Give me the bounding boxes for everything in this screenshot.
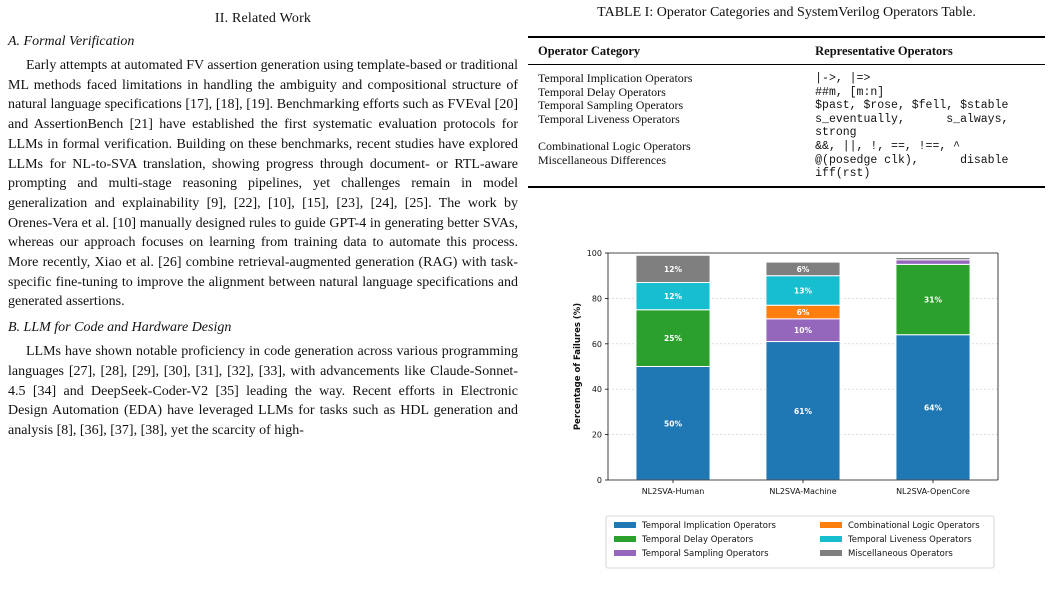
- table-cell-category: Temporal Liveness Operators: [538, 111, 680, 126]
- table-cell-category: Combinational Logic Operators: [538, 138, 691, 153]
- left-column: [8, 0, 518, 441]
- table-header-category: Operator Category: [528, 37, 805, 65]
- data-label: 25%: [664, 334, 682, 344]
- data-label: 6%: [796, 308, 810, 318]
- table-cell-operators: @(posedge clk), disable iff(rst): [805, 154, 1045, 187]
- paragraph-formal-verification: Early attempts at automated FV assertion generation using template-based or traditional ML methods faced limitations in handling the ambiguity and compositional structure of natural language specifications [17], [18], [19]. Benchmarking efforts such as FVEval [20] and AssertionBench [21] have established the first systematic evaluation protocols for LLMs in formal verification. Building on these benchmarks, recent studies have explored LLMs for NL-to-SVA translation, showing progress through document- or RTL-aware prompting and multi-stage reasoning pipelines, yet challenges remain in model generalization and explainability [9], [22], [10], [15], [23], [24], [25]. The work by Orenes-Vera et al. [10] manually designed rules to guide GPT-4 in generating better SVAs, whereas our approach focuses on learning from training data to automate this process. More recently, Xiao et al. [26] combine retrieval-augmented generation (RAG) with task-specific fine-tuning to improve the alignment between natural language specifications and generated assertions.: [8, 58, 518, 310]
- table-row: [528, 99, 1045, 113]
- y-tick-label: 100: [586, 249, 602, 258]
- chart-container: [558, 238, 1028, 583]
- legend-label: Temporal Delay Operators: [642, 535, 754, 545]
- data-label: 13%: [794, 286, 812, 296]
- paragraph-llm-code: LLMs have shown notable proficiency in code generation across various programming languages [27], [28], [29], [30], [31], [32], [33], with advancements like Claude-Sonnet-4.5 [34] and DeepSeek-Coder-V2 [35] leading the way. Recent efforts in Electronic Design Automation (EDA) have leveraged LLMs for tasks such as HDL generation and analysis [8], [36], [37], [38], yet the scarcity of high-: [8, 344, 518, 438]
- legend-swatch: [614, 550, 636, 556]
- legend-swatch: [614, 536, 636, 542]
- x-tick-label: NL2SVA-Human: [641, 487, 705, 496]
- table-cell-operators: |->, |=>: [815, 72, 871, 85]
- bar-segment: [896, 258, 970, 260]
- data-label: 50%: [664, 419, 682, 429]
- legend-label: Combinational Logic Operators: [848, 521, 980, 531]
- data-label: 12%: [664, 292, 682, 302]
- legend-swatch: [614, 522, 636, 528]
- legend-label: Miscellaneous Operators: [848, 549, 953, 559]
- table-header-operators: Representative Operators: [805, 37, 1045, 65]
- table-row: [528, 140, 1045, 154]
- table-row: [528, 86, 1045, 100]
- table-cell-operators: s_eventually, s_always, strong: [815, 112, 1009, 140]
- table-cell-category: Miscellaneous Differences: [528, 154, 805, 187]
- table-cell-category: Temporal Implication Operators: [538, 71, 693, 85]
- table-caption: TABLE I: Operator Categories and SystemVerilog Operators Table.: [597, 5, 976, 20]
- table-cell-operators: ##m, [m:n]: [815, 85, 885, 99]
- data-label: 12%: [664, 264, 682, 274]
- subsection-title-formal-verification: A. Formal Verification: [8, 34, 135, 49]
- table-cell-operators: &&, ||, !, ==, !==, ^: [815, 139, 961, 153]
- operator-table: [528, 36, 1045, 188]
- y-tick-label: 40: [591, 385, 602, 395]
- y-tick-label: 80: [591, 294, 602, 304]
- data-label: 64%: [924, 403, 942, 413]
- data-label: 10%: [794, 326, 812, 336]
- y-tick-label: 20: [591, 430, 602, 440]
- table-cell-operators: $past, $rose, $fell, $stable: [815, 99, 1009, 113]
- y-axis-label: Percentage of Failures (%): [573, 302, 583, 431]
- table-row: [528, 65, 1045, 86]
- x-tick-label: NL2SVA-OpenCore: [896, 487, 970, 496]
- data-label: 61%: [794, 406, 812, 416]
- y-tick-label: 60: [591, 339, 602, 349]
- legend-swatch: [820, 522, 842, 528]
- legend-label: Temporal Implication Operators: [642, 521, 776, 531]
- section-title: II. Related Work: [214, 11, 312, 26]
- table-cell-category: Temporal Sampling Operators: [538, 98, 684, 113]
- table-cell-category: Temporal Delay Operators: [538, 84, 666, 99]
- legend-label: Temporal Liveness Operators: [848, 535, 972, 545]
- stacked-bar-chart: [558, 238, 1028, 578]
- subsection-title-llm-code: B. LLM for Code and Hardware Design: [8, 320, 232, 336]
- right-column: [528, 0, 1045, 559]
- data-label: 31%: [924, 295, 942, 305]
- x-tick-label: NL2SVA-Machine: [769, 487, 837, 496]
- legend-label: Temporal Sampling Operators: [642, 549, 769, 559]
- bar-segment: [896, 260, 970, 265]
- legend-swatch: [820, 536, 842, 542]
- data-label: 6%: [796, 264, 810, 274]
- y-tick-label: 0: [596, 476, 602, 485]
- legend-swatch: [820, 550, 842, 556]
- table-row: [528, 113, 1045, 140]
- table-row: [528, 154, 1045, 187]
